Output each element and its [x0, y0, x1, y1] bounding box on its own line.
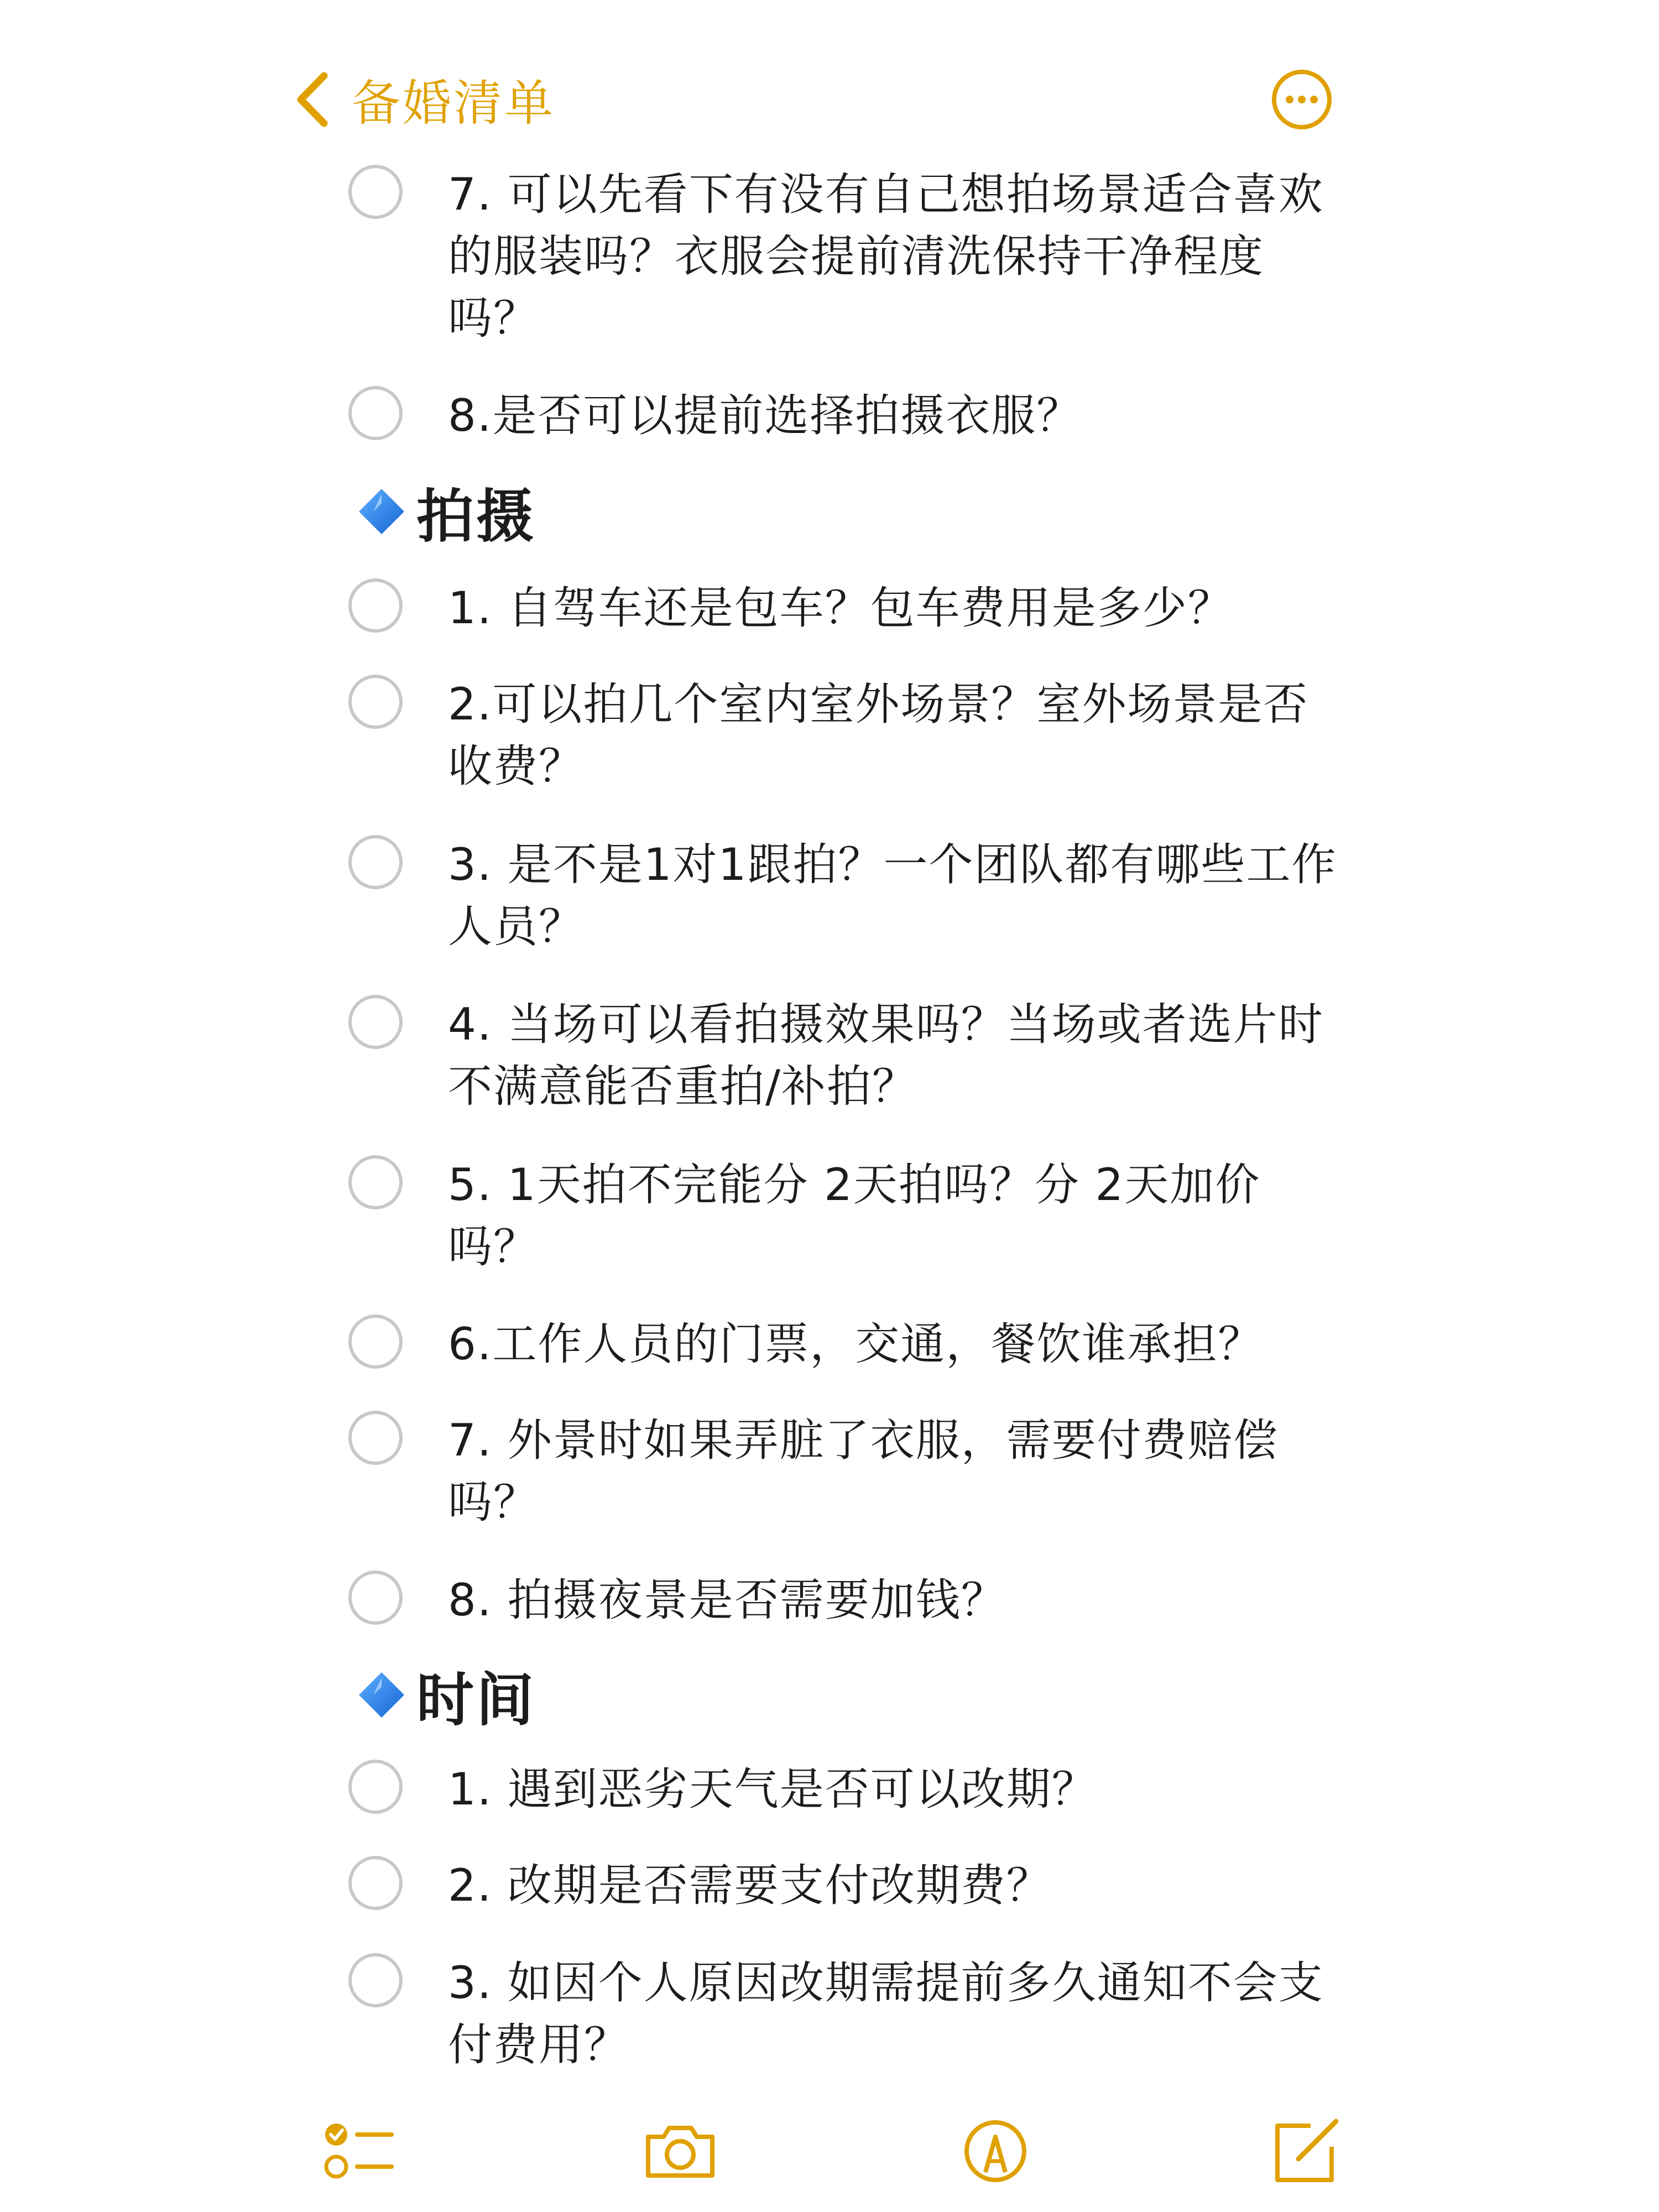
bottom-toolbar [0, 2107, 1659, 2190]
markup-pen-icon [957, 2118, 1034, 2184]
checklist-item [348, 1569, 1338, 1631]
checklist-item [348, 1952, 1338, 2076]
checklist-item-text[interactable]: 8.是否可以提前选择拍摄衣服？ [448, 390, 1082, 441]
checklist-item-text[interactable]: 5. 1天拍不完能分 2天拍吗？分 2天加价吗？ [448, 1159, 1261, 1272]
checklist-item-text[interactable]: 3. 如因个人原因改期需提前多久通知不会支付费用？ [448, 1957, 1324, 2070]
checklist-item [348, 674, 1338, 797]
checklist-item-text[interactable]: 1. 遇到恶劣天气是否可以改期？ [448, 1764, 1097, 1815]
section-heading-time [357, 1653, 536, 1736]
checklist-item [348, 1855, 1338, 1917]
checklist-button[interactable] [321, 2118, 398, 2184]
checkbox-circle[interactable] [348, 578, 403, 633]
checkbox-circle[interactable] [348, 165, 403, 219]
checklist-item-text[interactable]: 6.工作人员的门票，交通，餐饮谁承担？ [448, 1318, 1264, 1370]
checkbox-circle[interactable] [348, 386, 403, 440]
checklist-item [348, 1313, 1338, 1375]
blue-diamond-icon [357, 487, 406, 536]
markup-button[interactable] [957, 2118, 1034, 2184]
navigation-bar [0, 61, 1659, 138]
checkbox-circle[interactable] [348, 1760, 403, 1814]
checklist-item [348, 994, 1338, 1118]
checklist-item-text[interactable]: 8. 拍摄夜景是否需要加钱？ [448, 1574, 1006, 1626]
compose-icon [1266, 2118, 1344, 2184]
chevron-left-icon [293, 69, 332, 130]
checklist-item [348, 1410, 1338, 1533]
checklist-item [348, 1154, 1338, 1278]
checklist-item-text[interactable]: 7. 可以先看下有没有自己想拍场景适合喜欢的服装吗？衣服会提前清洗保持干净程度吗？ [448, 169, 1324, 344]
checklist-item [348, 834, 1338, 958]
checklist-item-text[interactable]: 2.可以拍几个室内室外场景？室外场景是否收费？ [448, 679, 1309, 792]
checklist-item-text[interactable]: 3. 是不是1对1跟拍？一个团队都有哪些工作人员？ [448, 839, 1337, 952]
more-button[interactable] [1271, 69, 1333, 131]
checkbox-circle[interactable] [348, 1856, 403, 1910]
blue-diamond-icon [357, 1670, 406, 1720]
checkbox-circle[interactable] [348, 835, 403, 889]
checkbox-circle[interactable] [348, 1411, 403, 1465]
checklist-item [348, 577, 1338, 639]
scrolled-content-faded [431, 0, 1316, 33]
checklist-item-text[interactable]: 2. 改期是否需要支付改期费？ [448, 1860, 1052, 1911]
checklist-icon [321, 2118, 398, 2184]
checkbox-circle[interactable] [348, 1155, 403, 1209]
section-heading-text: 时间 [416, 1666, 536, 1734]
checklist-item [348, 1759, 1338, 1820]
camera-icon [641, 2118, 719, 2184]
checklist-item-text[interactable]: 4. 当场可以看拍摄效果吗？当场或者选片时不满意能否重拍/补拍？ [448, 999, 1324, 1112]
section-heading-shooting [357, 470, 536, 553]
camera-button[interactable] [641, 2118, 719, 2184]
compose-button[interactable] [1266, 2118, 1344, 2184]
checklist-item-text[interactable]: 1. 自驾车还是包车？包车费用是多少？ [448, 582, 1233, 634]
checkbox-circle[interactable] [348, 1571, 403, 1625]
checklist-item [348, 385, 1338, 447]
checklist-item [348, 164, 1338, 349]
checkbox-circle[interactable] [348, 1314, 403, 1369]
ellipsis-circle-icon [1271, 69, 1333, 131]
back-label: 备婚清单 [352, 75, 556, 132]
section-heading-text: 拍摄 [416, 483, 536, 550]
back-button[interactable] [293, 66, 555, 133]
checkbox-circle[interactable] [348, 675, 403, 729]
checkbox-circle[interactable] [348, 1953, 403, 2007]
checkbox-circle[interactable] [348, 995, 403, 1049]
checklist-item-text[interactable]: 7. 外景时如果弄脏了衣服，需要付费赔偿吗？ [448, 1415, 1279, 1528]
